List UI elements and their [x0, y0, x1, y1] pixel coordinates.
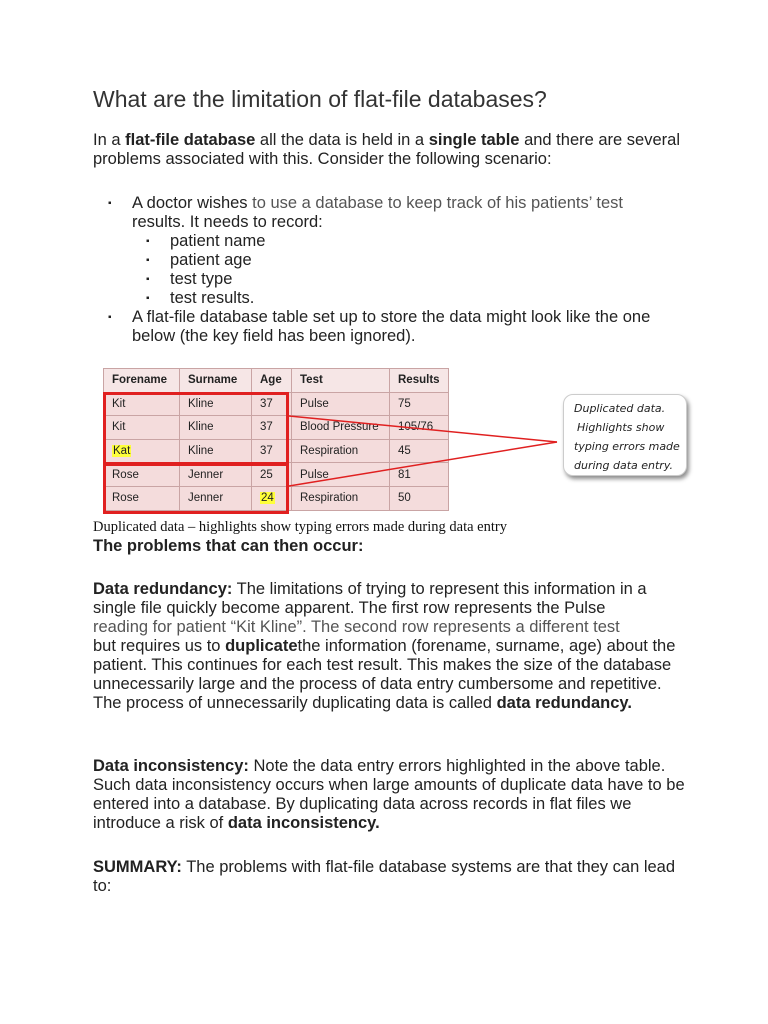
summary-text: The problems with flat-file database systems are that they can lead to: [93, 858, 676, 895]
table-cell: Blood Pressure [292, 416, 390, 440]
column-header: Age [252, 369, 292, 393]
intro-term-flat-file: flat-file database [125, 131, 256, 149]
table-cell: Kit [104, 392, 180, 416]
problems-heading [93, 537, 693, 556]
bullet-1-text-a: A doctor wishes [132, 194, 253, 212]
table-cell: 37 [252, 416, 292, 440]
table-cell: 37 [252, 439, 292, 463]
typo-highlight: Kat [113, 445, 131, 458]
table-cell: Kline [180, 392, 252, 416]
table-cell: 50 [390, 486, 449, 510]
table-cell: Jenner [180, 463, 252, 487]
summary-label: SUMMARY: [93, 858, 182, 876]
list-item: ▪ test results. [146, 289, 688, 308]
typo-highlight: 24 [261, 492, 274, 505]
list-item: ▪ patient name [146, 232, 688, 251]
redundancy-paragraph [93, 580, 693, 713]
summary-paragraph [93, 858, 693, 896]
flat-file-table-figure [103, 368, 693, 516]
problems-heading-text: The problems that can then occur: [93, 537, 364, 555]
record-fields-list [132, 232, 688, 308]
intro-text-2: all the data is held in a [255, 131, 429, 149]
callout-line-3: typing errors made [574, 440, 680, 453]
redundancy-term: data redundancy. [496, 694, 632, 712]
inconsistency-paragraph [93, 757, 693, 833]
table-cell: Pulse [292, 392, 390, 416]
intro-paragraph [93, 131, 693, 169]
table-cell: Rose [104, 463, 180, 487]
list-item [108, 194, 688, 308]
bullet-1-text-b: to use a database to keep track of his patients’ test [252, 194, 624, 212]
table-cell: Respiration [292, 486, 390, 510]
intro-term-single-table: single table [428, 131, 520, 149]
table-cell: 105/76 [390, 416, 449, 440]
column-header: Surname [180, 369, 252, 393]
table-cell: 37 [252, 392, 292, 416]
table-cell: Pulse [292, 463, 390, 487]
column-header: Results [390, 369, 449, 393]
redundancy-label: Data redundancy: [93, 580, 233, 598]
inconsistency-label: Data inconsistency: [93, 757, 249, 775]
pointer-line-upper [289, 416, 557, 442]
callout-line-2: Highlights show [577, 421, 665, 434]
list-item: ▪ test type [146, 270, 688, 289]
list-item: ▪ patient age [146, 251, 688, 270]
scenario-list [108, 194, 688, 346]
table-cell: Respiration [292, 439, 390, 463]
pointer-line-lower [289, 442, 557, 486]
inconsistency-term: data inconsistency. [227, 814, 380, 832]
redundancy-text-3: but requires us to [93, 637, 226, 655]
column-header: Test [292, 369, 390, 393]
annotation-callout [563, 394, 687, 476]
column-header: Forename [104, 369, 180, 393]
table-cell: 75 [390, 392, 449, 416]
callout-line-1: Duplicated data. [574, 402, 666, 415]
list-item: ▪ A flat-file database table set up to store the data might look like the one below (the key field has been ignored). [108, 308, 688, 346]
page-title: What are the limitation of flat-file databases? [93, 86, 547, 112]
table-cell: Kline [180, 439, 252, 463]
redundancy-text-4: the information (forename, surname, age) about the patient. This continues for each test result. This makes the size of the database unnecessarily large and the process of data entry cumbersome and repetitive. The process of unnecessarily duplicating data is called [93, 637, 676, 712]
table-cell: Jenner [180, 486, 252, 510]
table-cell: 25 [252, 463, 292, 487]
table-cell: Rose [104, 486, 180, 510]
table-cell: Kit [104, 416, 180, 440]
redundancy-text-2: reading for patient “Kit Kline”. The second row represents a different test [93, 618, 620, 636]
callout-line-4: during data entry. [574, 459, 673, 472]
redundancy-text-1: The limitations of trying to represent this information in a single file quickly become apparent. The first row represents the Pulse [93, 580, 647, 617]
intro-text-1: In a [93, 131, 126, 149]
table-cell: 81 [390, 463, 449, 487]
bullet-1-text-c: results. It needs to record: [132, 213, 323, 231]
inconsistency-text: Note the data entry errors highlighted in the above table. Such data inconsistency occurs when large amounts of duplicate data have to be entered into a database. By duplicating data across records in flat files we introduce a risk of [93, 757, 685, 832]
figure-caption: Duplicated data – highlights show typing errors made during data entry [93, 519, 507, 535]
table-cell: Kline [180, 416, 252, 440]
redundancy-term-duplicate: duplicate [225, 637, 298, 655]
intro-text-3: and there are several problems associated with this. Consider the following scenario: [93, 131, 680, 168]
table-cell: 45 [390, 439, 449, 463]
